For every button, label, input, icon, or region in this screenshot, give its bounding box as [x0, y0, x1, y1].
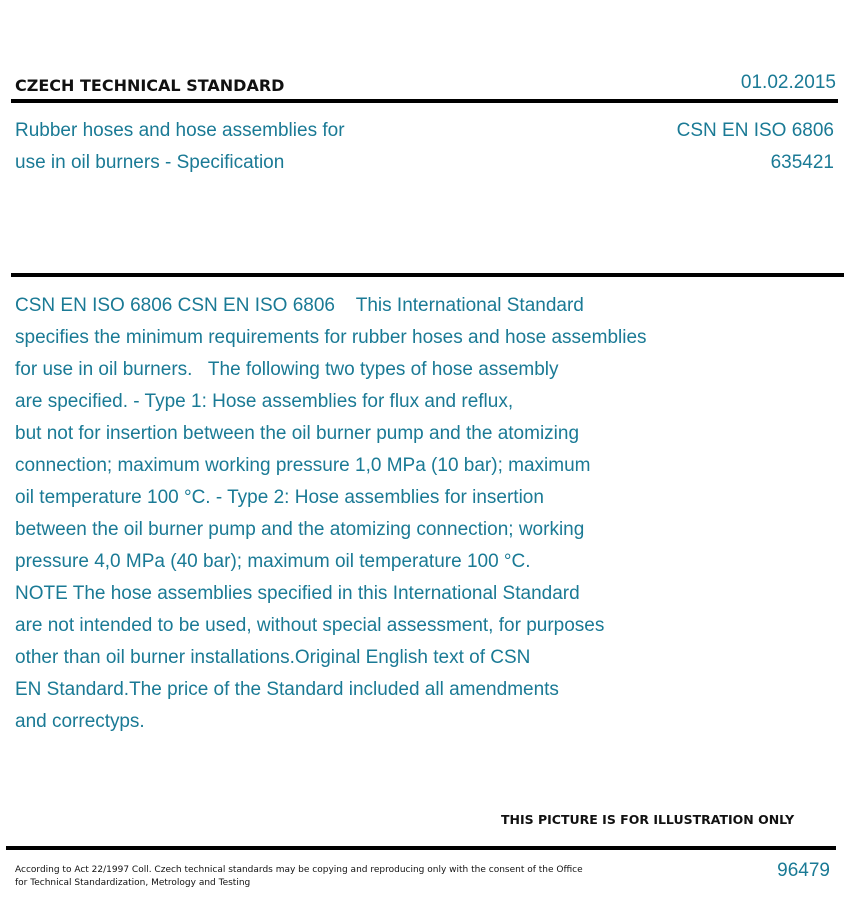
document-number: 96479: [777, 860, 830, 881]
abstract-line: and correctурs.: [15, 711, 145, 732]
legal-notice: [15, 864, 595, 890]
subject-line: Rubber hoses and hose assemblies for: [15, 120, 345, 141]
abstract-line: NOTE The hose assemblies specified in this International Standard: [15, 583, 580, 604]
abstract-line: oil temperature 100 °C. - Type 2: Hose assemblies for insertion: [15, 487, 544, 508]
header-divider: [11, 99, 838, 103]
legal-line: for Technical Standardization, Metrology and Testing: [15, 878, 251, 888]
abstract-line: for use in oil burners. The following two types of hose assembly: [15, 359, 559, 380]
abstract-line: CSN EN ISO 6806 CSN EN ISO 6806 This International Standard: [15, 295, 584, 316]
abstract-line: EN Standard.The price of the Standard included all amendments: [15, 679, 559, 700]
standard-identifiers: [677, 115, 834, 179]
abstract-line: specifies the minimum requirements for rubber hoses and hose assemblies: [15, 327, 647, 348]
standard-code: CSN EN ISO 6806: [676, 120, 834, 141]
abstract-line: are specified. - Type 1: Hose assemblies for flux and reflux,: [15, 391, 514, 412]
section-divider: [11, 273, 844, 277]
abstract-line: pressure 4,0 MPa (40 bar); maximum oil temperature 100 °C.: [15, 551, 531, 572]
abstract-text: [15, 290, 805, 738]
footer-divider: [6, 846, 836, 850]
abstract-line: are not intended to be used, without special assessment, for purposes: [15, 615, 605, 636]
standard-type-heading: CZECH TECHNICAL STANDARD: [15, 76, 285, 95]
abstract-line: other than oil burner installations.Original English text of CSN: [15, 647, 531, 668]
publication-date: 01.02.2015: [740, 72, 836, 93]
illustration-disclaimer: THIS PICTURE IS FOR ILLUSTRATION ONLY: [501, 812, 795, 827]
abstract-line: between the oil burner pump and the atomizing connection; working: [15, 519, 585, 540]
standard-subject: [15, 115, 455, 179]
subject-line: use in oil burners - Specification: [15, 152, 285, 173]
class-number: 635421: [770, 152, 834, 173]
abstract-line: but not for insertion between the oil burner pump and the atomizing: [15, 423, 580, 444]
legal-line: According to Act 22/1997 Coll. Czech technical standards may be copying and reproducing only with the consent of the Office: [15, 865, 583, 875]
abstract-line: connection; maximum working pressure 1,0 MPa (10 bar); maximum: [15, 455, 591, 476]
